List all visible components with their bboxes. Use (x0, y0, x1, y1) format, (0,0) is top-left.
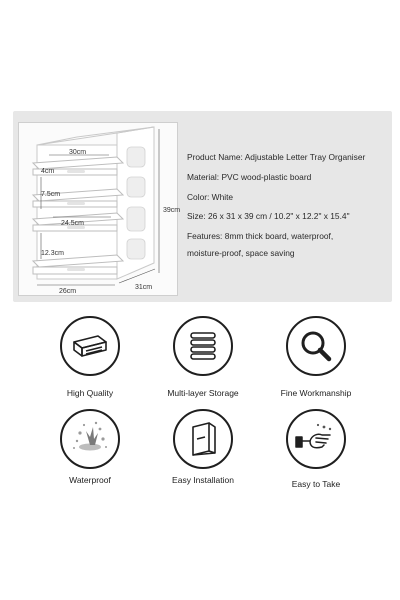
feature-easy-to-take (256, 409, 376, 499)
dim-shelf-gap-top: 4cm (41, 168, 55, 175)
spec-size: Size: 26 x 31 x 39 cm / 10.2" x 12.2" x 15.4" (187, 211, 350, 221)
feature-high-quality (30, 316, 150, 406)
feature-multi-layer-storage (143, 316, 263, 406)
layers-icon (175, 318, 231, 374)
dim-inner-width: 24.5cm (61, 220, 84, 227)
spec-features: Features: 8mm thick board, waterproof, (187, 231, 334, 241)
feature-label: Easy Installation (172, 475, 234, 485)
feature-icon-circle (60, 409, 120, 469)
feature-label: Waterproof (69, 475, 111, 485)
feature-waterproof (30, 409, 150, 499)
feature-icon-circle (173, 409, 233, 469)
dim-depth: 31cm (135, 284, 153, 291)
spec-features-cont: moisture-proof, space saving (187, 248, 295, 258)
letter-tray-illustration (19, 123, 177, 295)
dim-shelf-gap-mid: 7.5cm (41, 191, 61, 198)
board-stack-icon (62, 318, 118, 374)
magnifier-icon (288, 318, 344, 374)
dim-top-width: 30cm (69, 149, 87, 156)
feature-icon-circle (286, 409, 346, 469)
feature-icon-circle (286, 316, 346, 376)
feature-icon-circle (173, 316, 233, 376)
spec-color: Color: White (187, 192, 234, 202)
hand-icon (288, 411, 344, 467)
spec-material: Material: PVC wood-plastic board (187, 172, 312, 182)
feature-label: High Quality (66, 388, 114, 398)
spec-product-name: Product Name: Adjustable Letter Tray Organiser (187, 152, 366, 162)
feature-fine-workmanship (256, 316, 376, 406)
feature-label: Fine Workmanship (280, 388, 352, 398)
product-image (18, 122, 181, 296)
feature-label: Easy to Take (291, 479, 341, 489)
product-info-panel (13, 111, 392, 302)
feature-label: Multi-layer Storage (167, 388, 239, 398)
dim-shelf-gap-bottom: 12.3cm (41, 250, 64, 257)
feature-easy-installation (143, 409, 263, 499)
feature-icon-circle (60, 316, 120, 376)
water-splash-icon (62, 411, 118, 467)
panel-install-icon (175, 411, 231, 467)
dim-height: 39cm (163, 207, 181, 214)
dim-bottom-width: 26cm (59, 288, 77, 295)
